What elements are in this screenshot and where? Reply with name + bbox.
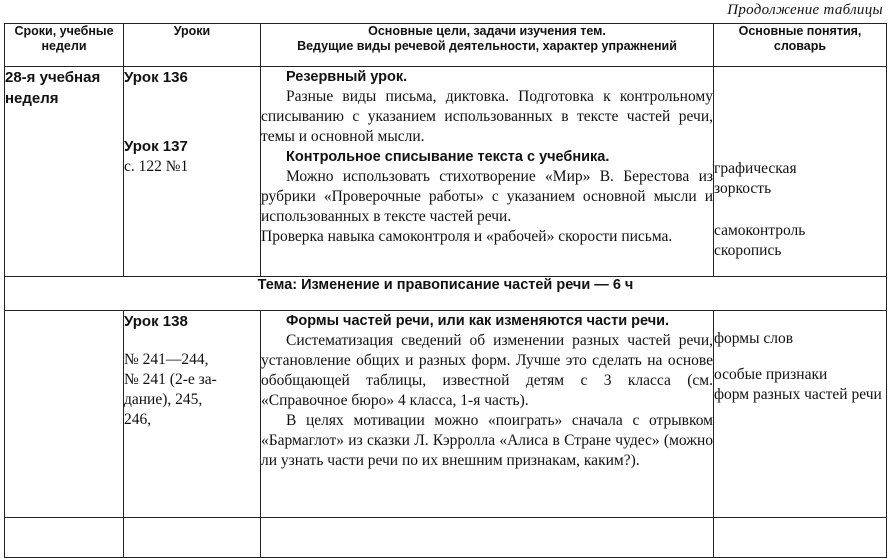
concept-item: особые признаки <box>714 366 828 383</box>
week-label: 28-я учебная неделя <box>5 69 101 107</box>
table-row <box>5 67 887 277</box>
concept-item: форм разных частей речи <box>714 386 882 403</box>
lesson-136-title: Резервный урок. <box>286 69 408 85</box>
concept-item: скоропись <box>714 242 782 259</box>
section-row <box>5 277 887 311</box>
goals-cell <box>261 67 714 277</box>
concepts-cell <box>714 518 887 558</box>
lesson-137-text-2: Проверка навыка самоконтроля и «рабочей» скорости письма. <box>261 228 673 245</box>
header-concepts: Основные понятия, словарь <box>714 24 887 67</box>
lessons-cell <box>124 518 261 558</box>
curriculum-table <box>4 23 887 558</box>
lesson-137-label: Урок 137 <box>124 138 188 155</box>
header-row <box>5 24 887 67</box>
concepts-cell <box>714 311 887 518</box>
lesson-137-ref: с. 122 №1 <box>124 158 189 175</box>
week-cell <box>5 311 124 518</box>
lesson-138-ref: № 241 (2-е за- <box>124 371 217 388</box>
header-goals: Основные цели, задачи изучения тем. Ведущие виды речевой деятельности, характер упражнений <box>261 24 714 67</box>
section-title: Тема: Изменение и правописание частей речи — 6 ч <box>5 277 887 311</box>
lessons-cell <box>124 67 261 277</box>
lesson-138-ref: 246, <box>124 411 152 428</box>
week-cell <box>5 518 124 558</box>
header-weeks: Сроки, учебные недели <box>5 24 124 67</box>
lesson-138-title: Формы частей речи, или как изменяются части речи. <box>286 313 670 329</box>
lesson-138-text: Систематизация сведений об изменении разных частей речи, установление общих и разных форм. Лучше это сделать на основе обобщающей таблицы, известной детям с 3 класса (см. «Справочное бюро» 4 класса, 1-я часть). <box>261 332 713 409</box>
week-cell <box>5 67 124 277</box>
goals-cell <box>261 518 714 558</box>
lesson-138-ref: № 241—244, <box>124 351 209 368</box>
lesson-136-text: Разные виды письма, диктовка. Подготовка к контрольному списыванию с указанием использованных в тексте частей речи, темы и основной мысли. <box>261 88 713 145</box>
lesson-138-ref: дание), 245, <box>124 391 203 408</box>
concept-item: графическая <box>714 160 797 177</box>
header-lessons: Уроки <box>124 24 261 67</box>
lesson-137-title: Контрольное списывание текста с учебника. <box>286 149 610 165</box>
concept-item: самоконтроль <box>714 222 806 239</box>
continued-label: Продолжение таблицы <box>727 2 883 18</box>
concept-item: формы слов <box>714 330 794 347</box>
table-row <box>5 311 887 518</box>
concept-item: зоркость <box>714 180 772 197</box>
lesson-136-label: Урок 136 <box>124 69 188 86</box>
concepts-cell <box>714 67 887 277</box>
lesson-137-text: Можно использовать стихотворение «Мир» В. Берестова из рубрики «Проверочные работы» с указанием основной мысли и использованных в тексте частей речи. <box>261 168 713 225</box>
lessons-cell <box>124 311 261 518</box>
goals-cell <box>261 311 714 518</box>
lesson-138-label: Урок 138 <box>124 313 188 330</box>
lesson-138-text-2: В целях мотивации можно «поиграть» сначала с отрывком «Бармаглот» из сказки Л. Кэрролла «Алиса в Стране чудес» (можно ли узнать части речи по их внешним признакам, каким?). <box>261 412 713 469</box>
table-row-cut <box>5 518 887 558</box>
